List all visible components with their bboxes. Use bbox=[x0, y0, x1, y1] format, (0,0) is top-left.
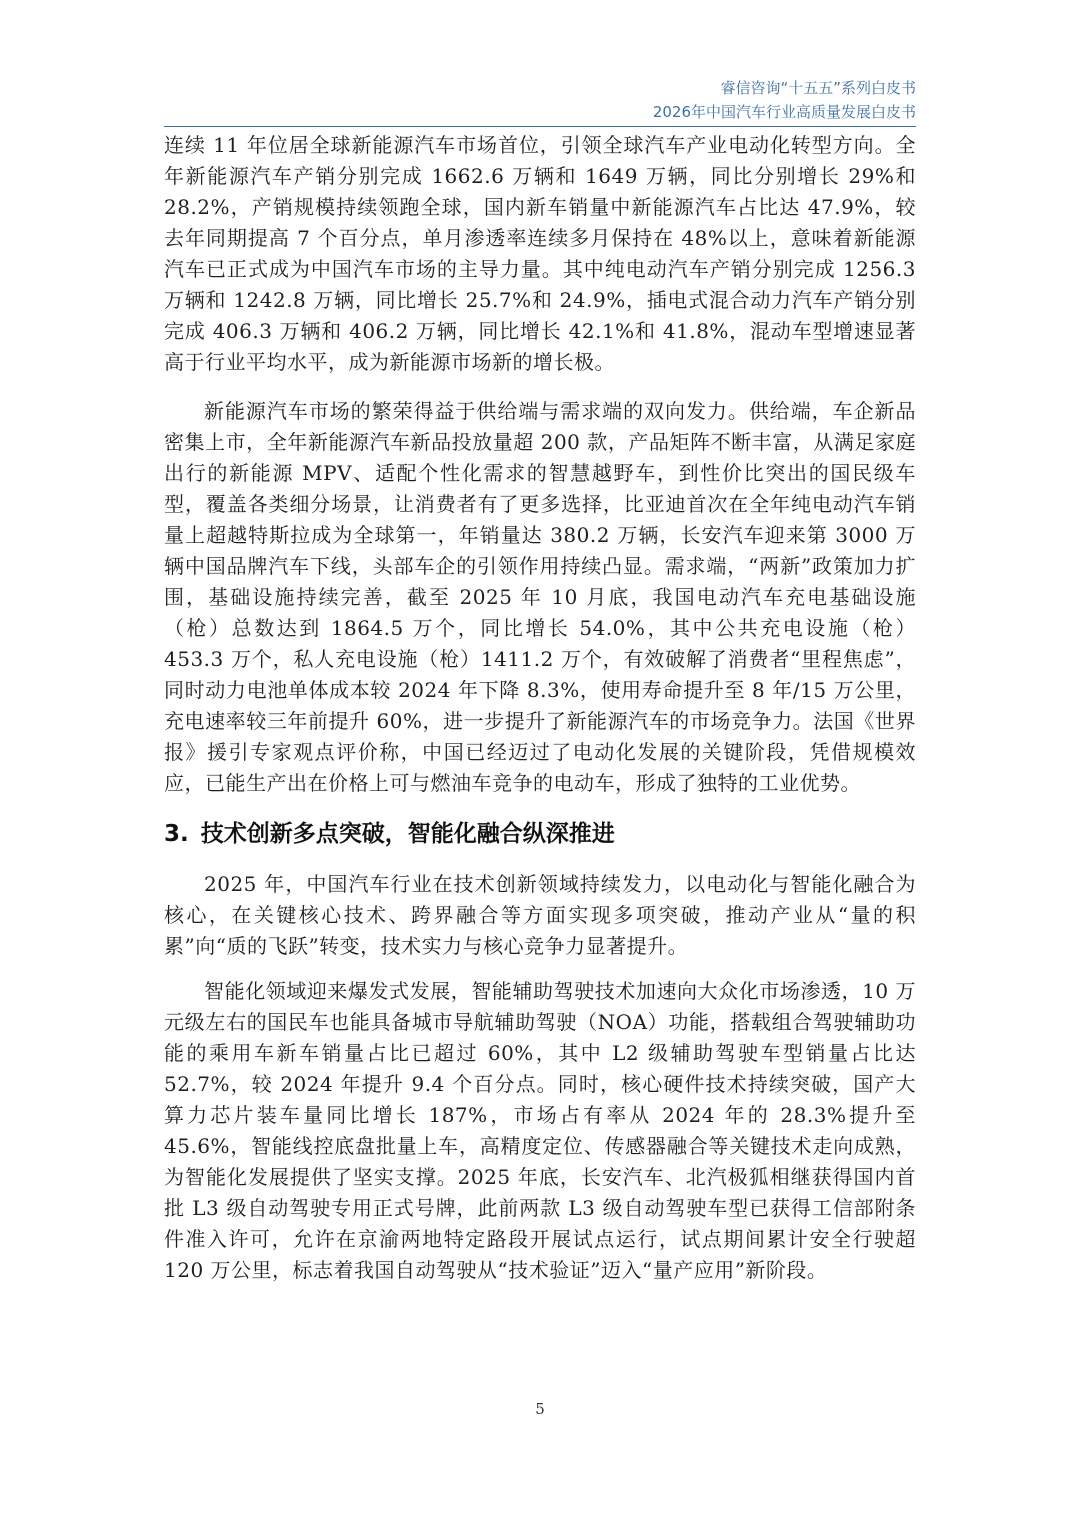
paragraph-market-share: 连续 11 年位居全球新能源汽车市场首位，引领全球汽车产业电动化转型方向。全年新能源汽车产销分别完成 1662.6 万辆和 1649 万辆，同比分别增长 29%和 28.2%，产销规模持续领跑全球，国内新车销量中新能源汽车占比达 47.9%，较去年同期提高 7 个百分点，单月渗透率连续多月保持在 48%以上，意味着新能源汽车已正式成为中国汽车市场的主导力量。其中纯电动汽车产销分别完成 1256.3 万辆和 1242.8 万辆，同比增长 25.7%和 24.9%，插电式混合动力汽车产销分别完成 406.3 万辆和 406.2 万辆，同比增长 42.1%和 41.8%，混动车型增速显著高于行业平均水平，成为新能源市场新的增长极。 bbox=[164, 133, 916, 374]
section-number: 3. bbox=[164, 821, 189, 847]
paragraph-tech-innovation: 2025 年，中国汽车行业在技术创新领域持续发力，以电动化与智能化融合为核心，在关键核心技术、跨界融合等方面实现多项突破，推动产业从“量的积累”向“质的飞跃”转变，技术实力与核心竞争力显著提升。 bbox=[164, 872, 916, 958]
body-text bbox=[164, 130, 916, 1286]
header-divider bbox=[164, 126, 916, 127]
section-heading bbox=[164, 817, 916, 851]
page-number: 5 bbox=[535, 1400, 545, 1418]
header-series-title: 睿信咨询“十五五”系列白皮书 bbox=[720, 79, 916, 97]
paragraph-supply-demand: 新能源汽车市场的繁荣得益于供给端与需求端的双向发力。供给端，车企新品密集上市，全年新能源汽车新品投放量超 200 款，产品矩阵不断丰富，从满足家庭出行的新能源 MPV、适配个性化需求的智慧越野车，到性价比突出的国民级车型，覆盖各类细分场景，让消费者有了更多选择，比亚迪首次在全年纯电动汽车销量上超越特斯拉成为全球第一，年销量达 380.2 万辆，长安汽车迎来第 3000 万辆中国品牌汽车下线，头部车企的引领作用持续凸显。需求端，“两新”政策加力扩围，基础设施持续完善，截至 2025 年 10 月底，我国电动汽车充电基础设施（枪）总数达到 1864.5 万个，同比增长 54.0%，其中公共充电设施（枪）453.3 万个，私人充电设施（枪）1411.2 万个，有效破解了消费者“里程焦虑”，同时动力电池单体成本较 2024 年下降 8.3%，使用寿命提升至 8 年/15 万公里，充电速率较三年前提升 60%，进一步提升了新能源汽车的市场竞争力。法国《世界报》援引专家观点评价称，中国已经迈过了电动化发展的关键阶段，凭借规模效应，已能生产出在价格上可与燃油车竞争的电动车，形成了独特的工业优势。 bbox=[164, 399, 916, 795]
header-document-title: 2026年中国汽车行业高质量发展白皮书 bbox=[652, 103, 916, 121]
section-title: 技术创新多点突破，智能化融合纵深推进 bbox=[200, 821, 615, 847]
running-header bbox=[653, 76, 916, 124]
paragraph-intelligent-driving: 智能化领域迎来爆发式发展，智能辅助驾驶技术加速向大众化市场渗透，10 万元级左右的国民车也能具备城市导航辅助驾驶（NOA）功能，搭载组合驾驶辅助功能的乘用车新车销量占比已超过 60%，其中 L2 级辅助驾驶车型销量占比达 52.7%，较 2024 年提升 9.4 个百分点。同时，核心硬件技术持续突破，国产大算力芯片装车量同比增长 187%，市场占有率从 2024 年的 28.3%提升至 45.6%，智能线控底盘批量上车，高精度定位、传感器融合等关键技术走向成熟，为智能化发展提供了坚实支撑。2025 年底，长安汽车、北汽极狐相继获得国内首批 L3 级自动驾驶专用正式号牌，此前两款 L3 级自动驾驶车型已获得工信部附条件准入许可，允许在京渝两地特定路段开展试点运行，试点期间累计安全行驶超 120 万公里，标志着我国自动驾驶从“技术验证”迈入“量产应用”新阶段。 bbox=[164, 979, 916, 1282]
